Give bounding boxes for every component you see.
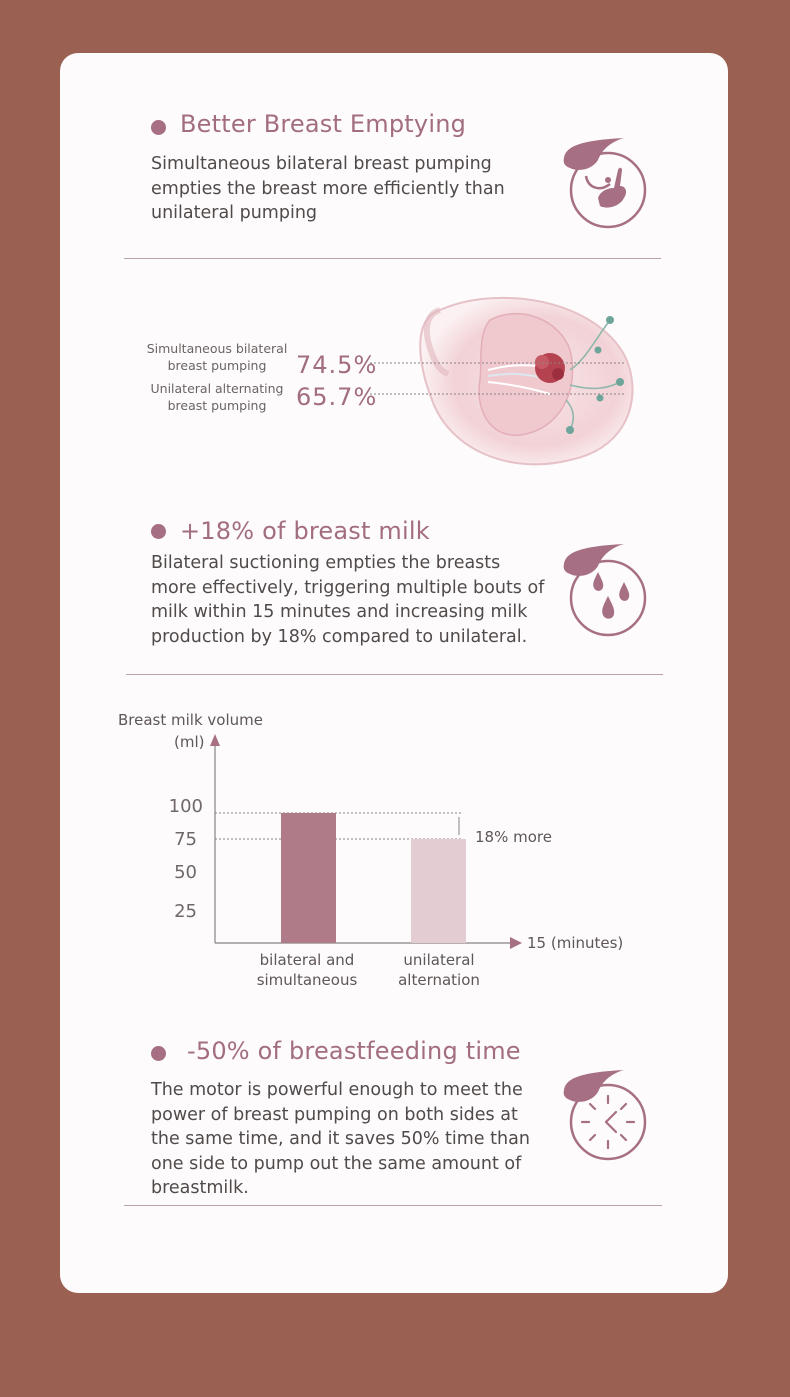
text-line: more effectively, triggering multiple bouts of — [151, 577, 545, 598]
section-title-milk: +18% of breast milk — [180, 517, 430, 545]
text-line: production by 18% compared to unilateral. — [151, 626, 528, 647]
category-label-bilateral — [248, 950, 366, 990]
chart-ytick: 25 — [174, 901, 197, 922]
label-line: Unilateral alternating — [150, 381, 284, 396]
section-title-emptying: Better Breast Emptying — [180, 110, 467, 138]
text-line: one side to pump out the same amount of — [151, 1153, 522, 1174]
breast-anatomy-illustration — [370, 290, 660, 484]
unilateral-label — [145, 380, 289, 414]
text-line: Simultaneous bilateral breast pumping — [151, 154, 492, 174]
unilateral-value: 65.7% — [296, 383, 378, 411]
chart-yunit: (ml) — [174, 733, 205, 751]
milk-drops-icon — [558, 542, 650, 638]
section-title-time: -50% of breastfeeding time — [187, 1037, 521, 1065]
label-line: alternation — [398, 971, 480, 989]
text-line: unilateral pumping — [151, 203, 318, 223]
section-text-time — [151, 1078, 530, 1201]
bullet-dot — [151, 524, 166, 539]
category-label-unilateral — [380, 950, 498, 990]
text-line: The motor is powerful enough to meet the — [151, 1080, 523, 1100]
divider — [126, 674, 663, 675]
label-line: Simultaneous bilateral — [146, 341, 288, 356]
text-line: empties the breast more efficiently than — [151, 178, 505, 199]
text-line: milk within 15 minutes and increasing milk — [151, 602, 528, 622]
bullet-dot — [151, 1046, 166, 1061]
clock-icon — [558, 1068, 650, 1164]
label-line: bilateral and — [259, 951, 355, 969]
section-text-emptying — [151, 152, 505, 226]
text-line: power of breast pumping on both sides at — [151, 1104, 518, 1125]
label-line: unilateral — [403, 951, 475, 969]
chart-annotation: 18% more — [475, 828, 552, 846]
chart-ylabel: Breast milk volume — [118, 711, 263, 729]
chart-ytick: 50 — [174, 862, 197, 883]
bar-bilateral — [281, 813, 336, 943]
section-text-milk — [151, 551, 544, 649]
divider — [124, 258, 661, 259]
chart-ytick: 100 — [168, 796, 203, 817]
bar-unilateral — [411, 839, 466, 943]
text-line: breastmilk. — [151, 1178, 249, 1198]
text-line: Bilateral suctioning empties the breasts — [151, 553, 501, 573]
divider — [124, 1205, 662, 1206]
text-line: the same time, and it saves 50% time than — [151, 1129, 530, 1149]
bullet-dot — [151, 120, 166, 135]
label-line: breast pumping — [167, 358, 267, 373]
chart-ytick: 75 — [174, 829, 197, 850]
chart-xlabel: 15 (minutes) — [527, 934, 624, 952]
x-axis-arrow — [510, 937, 522, 949]
label-line: breast pumping — [167, 398, 267, 413]
breast-hand-icon — [558, 136, 650, 232]
y-axis-arrow — [210, 734, 220, 746]
bilateral-label — [145, 340, 289, 374]
label-line: simultaneous — [256, 971, 358, 989]
bilateral-value: 74.5% — [296, 351, 378, 379]
